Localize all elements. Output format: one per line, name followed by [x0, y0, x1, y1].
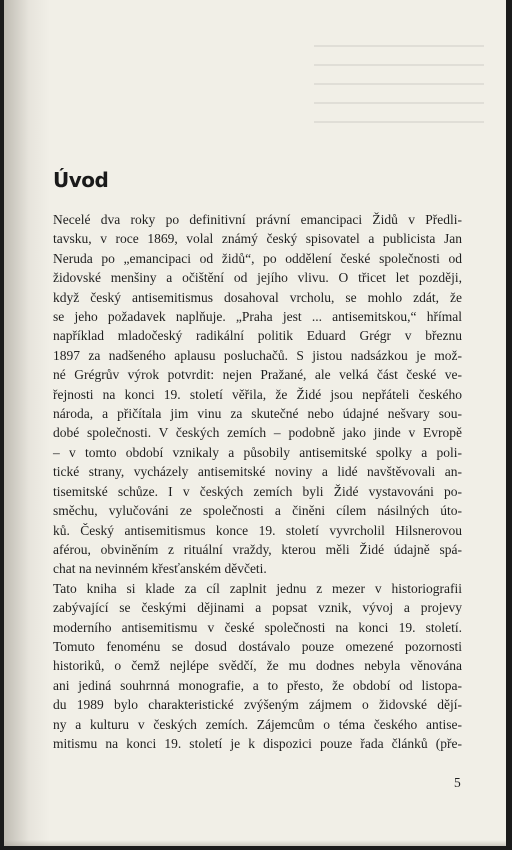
- paragraph-2: [53, 579, 462, 754]
- paragraph-1: [53, 210, 462, 579]
- page-edge-shadow: [4, 840, 506, 846]
- text-line: ani jediná souhrnná monografie, a to přesto, že období od listopa-: [53, 677, 462, 693]
- text-line: chat na nevinném křesťanském děvčeti.: [53, 561, 267, 577]
- text-line: 1897 za nadšeného aplausu posluchačů. S jistou nadsázkou je mož-: [53, 347, 462, 363]
- chapter-heading: Úvod: [53, 168, 109, 192]
- text-line: směchu, vylučováni ze společnosti a činěni cílem násilných úto-: [53, 503, 462, 519]
- text-line: národa, a přičítala jim vinu za skutečné nebo údajné nešvary sou-: [53, 406, 462, 422]
- text-line: ny a kulturu v českých zemích. Zájemcům o téma českého antise-: [53, 716, 462, 732]
- text-line: když český antisemitismus dosahoval vrcholu, se mohlo zdát, že: [53, 289, 462, 305]
- text-line: – v tomto období vznikaly a působily antisemitské spolky a poli-: [53, 444, 462, 460]
- text-line: židovské menšiny a očištění od jejího vlivu. O třicet let později,: [53, 270, 462, 286]
- text-line: tické strany, vycházely antisemitské noviny a lidé navštěvovali an-: [53, 464, 462, 480]
- page-number: 5: [454, 775, 461, 790]
- text-line: historiků, o čemž nejlépe svědčí, že mu dodnes nebyla věnována: [53, 658, 462, 674]
- binding-shadow: [4, 0, 50, 846]
- text-line: se jeho požadavek naplňuje. „Praha jest ... antisemitskou,“ hřímal: [53, 309, 462, 325]
- text-line: Neruda po „emancipaci od židů“, po oddělení české společnosti od: [53, 250, 462, 266]
- text-line: tavsku, v roce 1869, volal známý český spisovatel a publicista Jan: [53, 231, 462, 247]
- text-line: zabývající se českými dějinami a popsat vznik, vývoj a projevy: [53, 600, 462, 616]
- text-line: du 1989 bylo charakteristické zvýšeným zájmem o židovské dějí-: [53, 697, 462, 713]
- text-line: dobé společnosti. V českých zemích – podobně jako jinde v Evropě: [53, 425, 462, 441]
- text-line: tisemitské schůze. I v českých zemích byli Židé vystavováni po-: [53, 483, 462, 499]
- text-line: řejnosti na konci 19. století věřila, že Židé jsou nepřáteli českého: [53, 386, 462, 402]
- text-line: ků. Český antisemitismus konce 19. století vyvrcholil Hilsnerovou: [53, 522, 462, 538]
- text-line: moderního antisemitismu v české společnosti na konci 19. století.: [53, 619, 462, 635]
- text-line: Necelé dva roky po definitivní právní emancipaci Židů v Předli-: [53, 212, 462, 227]
- chapter-body: [53, 210, 462, 753]
- text-line: Tato kniha si klade za cíl zaplnit jednu z mezer v historiografii: [53, 580, 462, 596]
- text-line: né Grégrův výrok potvrdit: nejen Pražané, ale velká část české ve-: [53, 367, 462, 383]
- book-page: [4, 0, 506, 846]
- bleed-through: [314, 45, 484, 155]
- text-line: Tomuto fenoménu se dosud dostávalo pouze omezené pozornosti: [53, 638, 462, 654]
- text-line: mitismu na konci 19. století je k dispozici pouze řada článků (pře-: [53, 735, 462, 751]
- text-line: například mladočeský radikální politik Eduard Grégr v březnu: [53, 328, 462, 344]
- text-line: aférou, obviněním z rituální vraždy, kterou měli Židé údajně spá-: [53, 541, 462, 557]
